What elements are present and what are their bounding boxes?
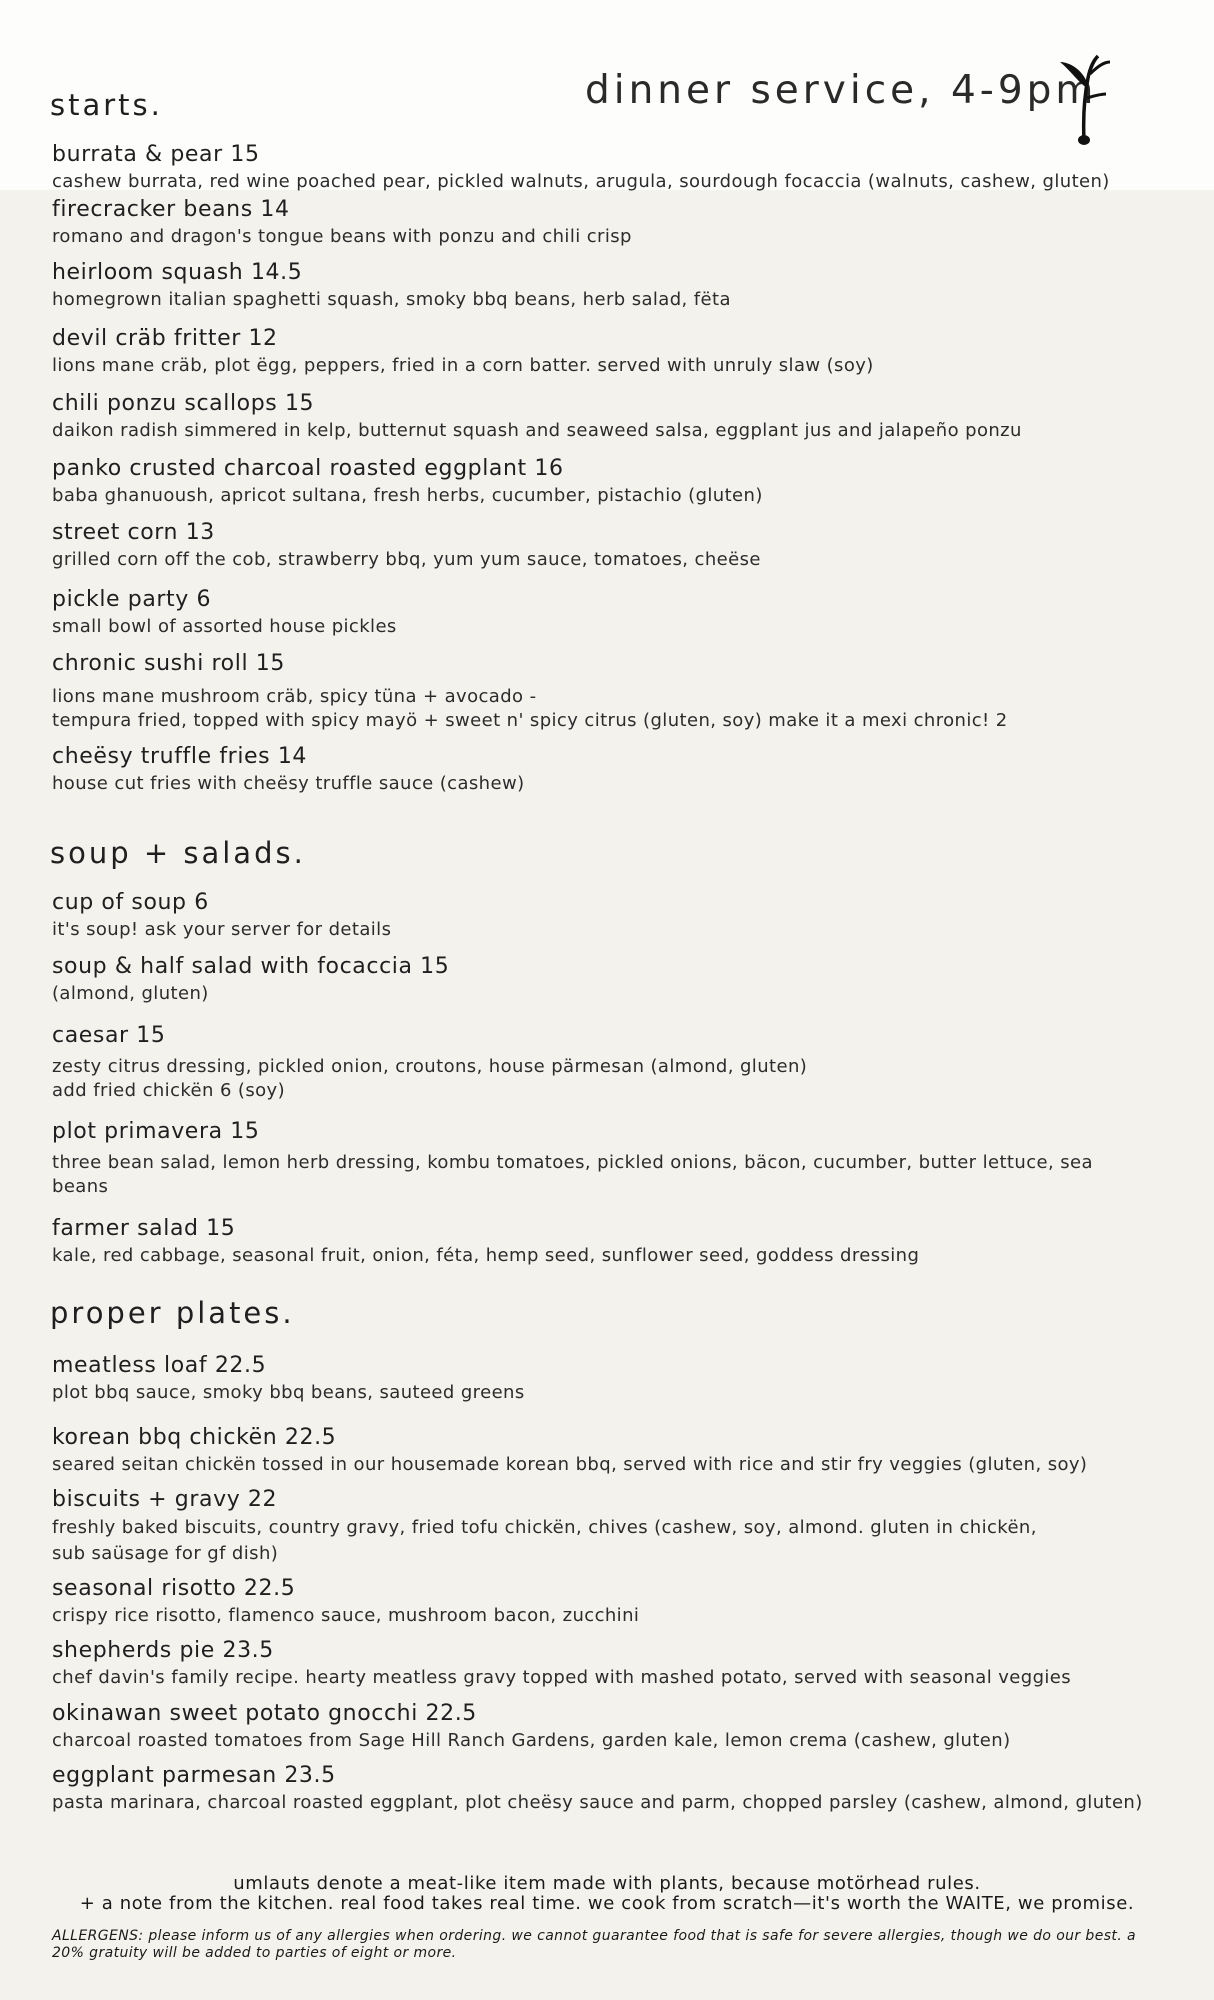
item-name: chronic sushi roll 15 [52, 651, 285, 676]
item-name: cup of soup 6 [52, 890, 209, 915]
item-description: cashew burrata, red wine poached pear, pickled walnuts, arugula, sourdough focaccia (walnuts, cashew, gluten) [52, 171, 1110, 192]
section-title-starts: starts. [50, 88, 163, 122]
item-description: seared seitan chickën tossed in our housemade korean bbq, served with rice and stir fry veggies (gluten, soy) [52, 1454, 1088, 1475]
allergen-notice: ALLERGENS: please inform us of any allergies when ordering. we cannot guarantee food that is safe for severe allergies, though we do our best. a 20% gratuity will be added to parties of eight or more. [52, 1928, 1136, 1961]
item-description: baba ghanuoush, apricot sultana, fresh herbs, cucumber, pistachio (gluten) [52, 485, 763, 506]
item-name: chili ponzu scallops 15 [52, 391, 315, 416]
sprout-icon [1054, 48, 1114, 148]
menu-item [52, 1215, 1192, 1268]
item-name: seasonal risotto 22.5 [52, 1576, 296, 1601]
menu-item [52, 455, 1192, 508]
umlaut-note: umlauts denote a meat-like item made with plants, because motörhead rules. [233, 1873, 981, 1894]
item-description: three bean salad, lemon herb dressing, kombu tomatoes, pickled onions, bäcon, cucumber, butter lettuce, sea beans [52, 1152, 1093, 1197]
item-description: chef davin's family recipe. hearty meatless gravy topped with mashed potato, served with seasonal veggies [52, 1667, 1072, 1688]
item-name: farmer salad 15 [52, 1216, 236, 1241]
menu-item [52, 743, 1192, 796]
item-description: it's soup! ask your server for details [52, 919, 392, 940]
item-name: pickle party 6 [52, 587, 212, 612]
item-name: panko crusted charcoal roasted eggplant 16 [52, 456, 564, 481]
menu-item [52, 1700, 1192, 1753]
item-name: burrata & pear 15 [52, 142, 260, 167]
item-description: crispy rice risotto, flamenco sauce, mushroom bacon, zucchini [52, 1605, 640, 1626]
item-description: house cut fries with cheësy truffle sauce (cashew) [52, 773, 525, 794]
menu-item [52, 1118, 1192, 1199]
item-name: plot primavera 15 [52, 1119, 260, 1144]
menu-item [52, 650, 1192, 733]
item-name: shepherds pie 23.5 [52, 1638, 274, 1663]
item-name: devil cräb fritter 12 [52, 326, 278, 351]
menu-item [52, 1486, 1192, 1567]
menu-item [52, 889, 1192, 942]
item-description: daikon radish simmered in kelp, butternut squash and seaweed salsa, eggplant jus and jalapeño ponzu [52, 420, 1022, 441]
item-name: heirloom squash 14.5 [52, 260, 303, 285]
item-description: (almond, gluten) [52, 983, 209, 1004]
menu-item [52, 586, 1192, 639]
item-name: eggplant parmesan 23.5 [52, 1763, 336, 1788]
menu-item [52, 1352, 1192, 1405]
menu-item [52, 325, 1192, 378]
item-description: lions mane mushroom cräb, spicy tüna + avocado - tempura fried, topped with spicy mayö + sweet n' spicy citrus (gluten, soy) make it a mexi chronic! 2 [52, 686, 1008, 731]
menu-item [52, 390, 1192, 443]
item-name: okinawan sweet potato gnocchi 22.5 [52, 1701, 477, 1726]
item-description: plot bbq sauce, smoky bbq beans, sauteed greens [52, 1382, 525, 1403]
menu-item [52, 519, 1192, 572]
menu-item [52, 1424, 1192, 1477]
menu-item [52, 1762, 1192, 1815]
menu-item [52, 1022, 1192, 1103]
item-description: freshly baked biscuits, country gravy, fried tofu chickën, chives (cashew, soy, almond. gluten in chickën, sub saüsage for gf dish) [52, 1517, 1037, 1564]
item-description: romano and dragon's tongue beans with ponzu and chili crisp [52, 226, 632, 247]
item-description: kale, red cabbage, seasonal fruit, onion, féta, hemp seed, sunflower seed, goddess dressing [52, 1245, 920, 1266]
item-description: grilled corn off the cob, strawberry bbq, yum yum sauce, tomatoes, cheëse [52, 549, 761, 570]
item-name: meatless loaf 22.5 [52, 1353, 267, 1378]
menu-item [52, 1575, 1192, 1628]
item-description: small bowl of assorted house pickles [52, 616, 397, 637]
section-title-soup-salads: soup + salads. [50, 836, 306, 870]
item-name: korean bbq chickën 22.5 [52, 1425, 337, 1450]
item-name: soup & half salad with focaccia 15 [52, 954, 450, 979]
section-title-proper-plates: proper plates. [50, 1296, 295, 1330]
service-hours-title: dinner service, 4-9pm [585, 68, 1098, 113]
item-description: pasta marinara, charcoal roasted eggplant, plot cheësy sauce and parm, chopped parsley (cashew, almond, gluten) [52, 1792, 1143, 1813]
item-name: cheësy truffle fries 14 [52, 744, 308, 769]
menu-item [52, 196, 1192, 249]
item-description: charcoal roasted tomatoes from Sage Hill Ranch Gardens, garden kale, lemon crema (cashew, gluten) [52, 1730, 1011, 1751]
item-name: caesar 15 [52, 1023, 166, 1048]
menu-item [52, 259, 1192, 312]
item-description: zesty citrus dressing, pickled onion, croutons, house pärmesan (almond, gluten) add fried chickën 6 (soy) [52, 1056, 808, 1101]
item-description: homegrown italian spaghetti squash, smoky bbq beans, herb salad, fëta [52, 289, 731, 310]
item-name: biscuits + gravy 22 [52, 1487, 278, 1512]
item-description: lions mane cräb, plot ëgg, peppers, fried in a corn batter. served with unruly slaw (soy) [52, 355, 874, 376]
menu-item [52, 141, 1192, 194]
kitchen-note: + a note from the kitchen. real food takes real time. we cook from scratch—it's worth the WAITE, we promise. [79, 1893, 1135, 1914]
item-name: street corn 13 [52, 520, 215, 545]
menu-item [52, 1637, 1192, 1690]
menu-item [52, 953, 1192, 1006]
item-name: firecracker beans 14 [52, 197, 290, 222]
